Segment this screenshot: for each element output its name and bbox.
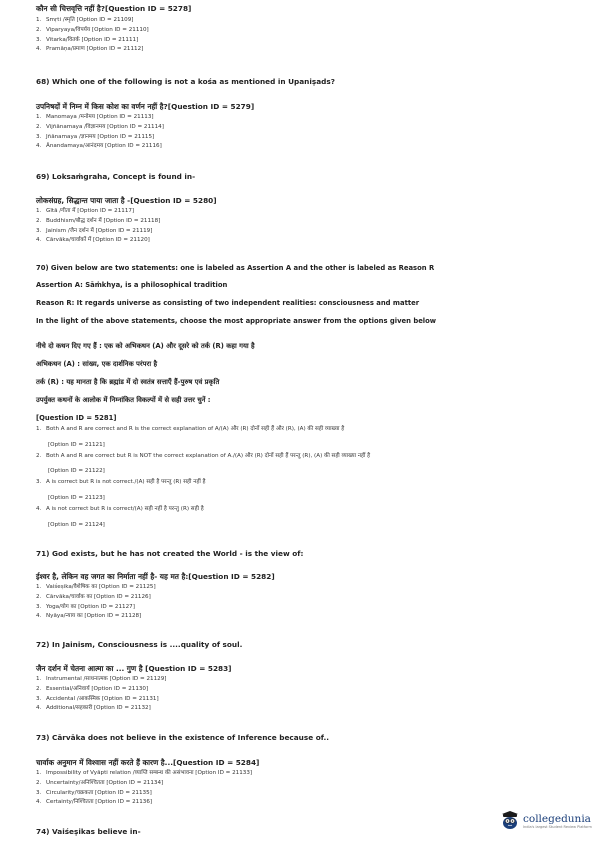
question-73-title: 73) Cārvāka does not believe in the existence of Inference because of.. (36, 733, 330, 742)
option-id: [Option ID = 21124] (48, 521, 105, 528)
question-68-hindi: उपनिषदों में निम्न में किस कोश का वर्णन नहीं है?[Question ID = 5279] (36, 102, 255, 111)
question-70-reason: Reason R: It regards universe as consisting of two independent realities: consciousness and matter (36, 299, 420, 307)
question-70-assertion: Assertion A: Sāṁkhya, is a philosophical tradition (36, 281, 228, 289)
option-item: 2. Essential/अनिवार्य [Option ID = 21130] (36, 685, 149, 692)
question-70-options (36, 424, 566, 530)
logo-brand: collegedunia (523, 813, 591, 825)
question-69-hindi: लोकसंग्रह, सिद्धान्त पाया जाता है -[Question ID = 5280] (36, 196, 217, 205)
option-item: 1. Gītā /गीता में [Option ID = 21117] (36, 208, 135, 214)
option-item: 4. Pramāṇa/प्रमाण [Option ID = 21112] (36, 46, 144, 53)
option-item: 1. Manomaya /मनोमय [Option ID = 21113] (36, 114, 154, 120)
question-69-title: 69) Loksaṁgraha, Concept is found in- (36, 172, 196, 181)
option-item: 2. Buddhism/बौद्ध दर्शन में [Option ID = 21118] (36, 217, 161, 224)
option-item: 4. Nyāya/न्याय का [Option ID = 21128] (36, 613, 142, 620)
question-70-instruction: In the light of the above statements, choose the most appropriate answer from the options given below (36, 317, 437, 325)
option-item: 3. Vitarka/वितर्क [Option ID = 21111] (36, 36, 139, 43)
option-item: 4. Ānandamaya/आनंदमय [Option ID = 21116] (36, 143, 162, 150)
option-item: 3. Jainism /जैन दर्शन में [Option ID = 21119] (36, 227, 153, 234)
option-item: 2. Cārvāka/चार्वाक का [Option ID = 21126] (36, 593, 151, 600)
collegedunia-logo (500, 810, 592, 832)
question-72-hindi: जैन दर्शन में चेतना आत्मा का ... गुण है [Question ID = 5283] (36, 664, 232, 673)
question-70-hindi-line: उपर्युक्त कथनों के आलोक में निम्नांकित विकल्पों में से सही उत्तर चुनें : (36, 396, 211, 404)
question-72-options (36, 675, 166, 714)
question-71-title: 71) God exists, but he has not created the World - is the view of: (36, 549, 304, 558)
question-71-hindi: ईश्वर है, लेकिन वह जगत का निर्माता नहीं है- यह मत है:[Question ID = 5282] (36, 572, 275, 581)
question-68-options (36, 113, 164, 152)
question-73-hindi: चार्वाक अनुमान में विश्वास नहीं करते हैं कारण है...[Question ID = 5284] (36, 758, 260, 767)
option-item: 2. Vijñānamaya /विज्ञानमय [Option ID = 21114] (36, 123, 164, 130)
option-item: 1. Vaiśeṣika/वैशेषिक का [Option ID = 21125] (36, 584, 156, 590)
option-item: 4. Cārvāka/चार्वाकों में [Option ID = 21120] (36, 237, 150, 244)
option-item: 4. A is not correct but R is correct/(A) सही नहीं है परन्तु (R) सही है (36, 505, 204, 512)
question-70-title: 70) Given below are two statements: one is labeled as Assertion A and the other is labeled as Reason R (36, 264, 435, 272)
option-item: 1. Instrumental /साधनात्मक [Option ID = 21129] (36, 676, 167, 682)
question-70-hindi-line: नीचे दो कथन दिए गए हैं : एक को अभिकथन (A) और दूसरे को तर्क (R) कहा गया है (36, 342, 255, 350)
option-item: 4. Additional/सहकारी [Option ID = 21132] (36, 705, 151, 712)
option-item: 1. Both A and R are correct and R is the correct explanation of A/(A) और (R) दोनों सही हैं और (R), (A) की सही व्याख्या है (36, 426, 345, 432)
question-73-options (36, 769, 252, 808)
question-74-title: 74) Vaiśeṣikas believe in- (36, 827, 141, 836)
option-item: 2. Uncertainty/अनिश्चितता [Option ID = 21134] (36, 779, 164, 786)
question-70-hindi-line: तर्क (R) : यह मानता है कि ब्रह्मांड में दो स्वतंत्र सत्ताएँ हैं-पुरुष एवं प्रकृति (36, 378, 220, 386)
option-item: 3. Circularity/चक्रकता [Option ID = 21135] (36, 789, 152, 796)
question-70-qid: [Question ID = 5281] (36, 414, 117, 422)
option-item: 3. Jñānamaya /ज्ञानमय [Option ID = 21115] (36, 133, 155, 140)
option-item: 3. Accidental /आकस्मिक [Option ID = 21131] (36, 695, 159, 702)
question-69-options (36, 207, 160, 246)
option-item: 3. A is correct but R is not correct./(A) सही है परन्तु (R) सही नहीं है (36, 479, 206, 486)
question-68-title: 68) Which one of the following is not a kośa as mentioned in Upaniṣads? (36, 77, 335, 86)
option-item: 1. Impossibility of Vyāpti relation /व्याप्ति सम्बन्ध की असंभावना [Option ID = 21133] (36, 770, 253, 776)
logo-tagline: India's largest Student Review Platform (523, 825, 592, 829)
question-71-options (36, 583, 156, 622)
option-id: [Option ID = 21122] (48, 468, 105, 475)
option-item: 3. Yoga/योग का [Option ID = 21127] (36, 603, 135, 610)
mascot-icon (500, 810, 520, 830)
option-item: 2. Both A and R are correct but R is NOT the correct explanation of A./(A) और (R) दोनों सही हैं परन्तु (R), (A) की सही व्याख्या नहीं है (36, 452, 371, 459)
question-70-hindi-line: अभिकथन (A) : सांख्य, एक दार्शनिक परंपरा है (36, 360, 158, 368)
option-id: [Option ID = 21123] (48, 494, 105, 501)
question-72-title: 72) In Jainism, Consciousness is ....quality of soul. (36, 640, 243, 649)
option-id: [Option ID = 21121] (48, 441, 105, 448)
option-item: 2. Viparyaya/विपर्यय [Option ID = 21110] (36, 26, 149, 33)
option-item: 1. Smṛti /स्मृति [Option ID = 21109] (36, 17, 134, 23)
question-67-hindi: कौन सी चित्तवृत्ति नहीं है?[Question ID = 5278] (36, 4, 192, 13)
question-67-options (36, 16, 149, 55)
option-item: 4. Certainty/निश्चितता [Option ID = 21136] (36, 799, 153, 806)
